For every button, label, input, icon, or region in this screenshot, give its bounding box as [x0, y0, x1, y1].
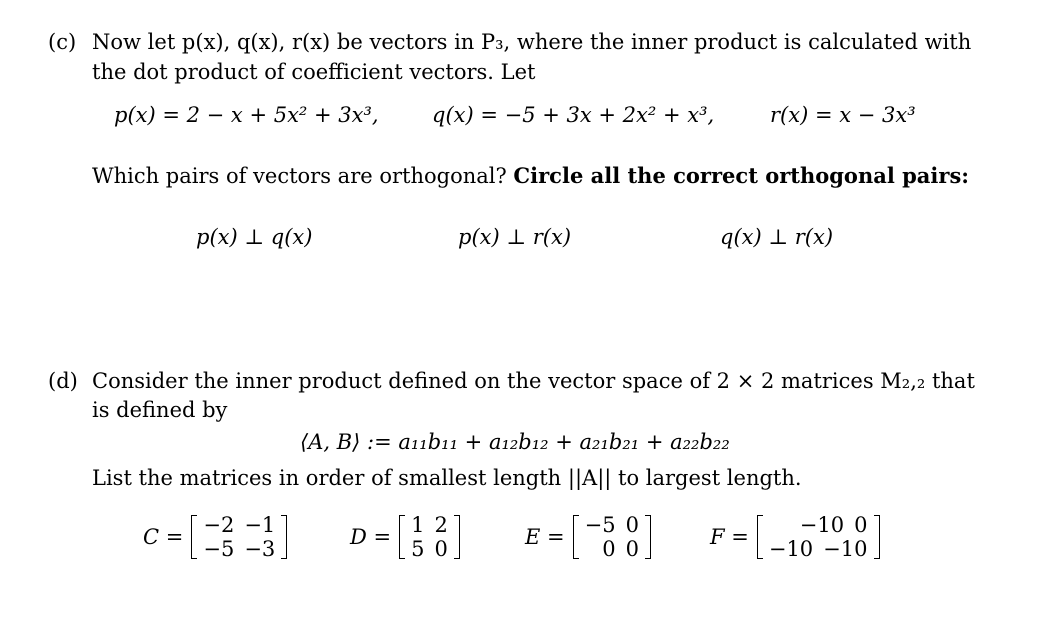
q-definition: q(x) = −5 + 3x + 2x² + x³, [432, 103, 715, 127]
matrix-d-body [399, 513, 460, 561]
r-definition: r(x) = x − 3x³ [770, 103, 916, 127]
choice-p-perp-r[interactable]: p(x) ⊥ r(x) [458, 225, 572, 249]
inner-product-formula: ⟨A, B⟩ := a₁₁b₁₁ + a₁₂b₁₂ + a₂₁b₂₁ + a₂₂b₂₂ [300, 430, 730, 454]
matrix-cell: −5 [203, 537, 235, 561]
matrix-f-label: F = [710, 525, 749, 549]
matrix-cell: −1 [244, 513, 276, 537]
part-c-label: (c) [48, 30, 77, 54]
ordering-task: List the matrices in order of smallest length ||A|| to largest length. [92, 466, 802, 490]
matrix-e-body [573, 513, 651, 561]
matrix-f-body [757, 513, 880, 561]
matrix-cell: −10 [768, 537, 814, 561]
matrix-f [710, 513, 880, 561]
part-d-intro-line2: is defined by [92, 398, 228, 422]
orthogonality-question-line [92, 163, 969, 188]
matrix-e-label: E = [525, 525, 565, 549]
matrix-cell: −5 [584, 513, 616, 537]
part-c-intro-line1: Now let p(x), q(x), r(x) be vectors in P₃, where the inner product is calculated with [92, 30, 972, 54]
matrix-e [525, 513, 651, 561]
matrix-d-label: D = [350, 525, 392, 549]
matrix-d [350, 513, 460, 561]
matrix-cell: −10 [799, 513, 845, 537]
p-definition: p(x) = 2 − x + 5x² + 3x³, [114, 103, 379, 127]
matrix-cell: 1 [411, 513, 425, 537]
matrix-cell: −3 [244, 537, 276, 561]
matrix-c-body [191, 513, 287, 561]
matrix-cell: 2 [434, 513, 448, 537]
matrix-cell: −2 [203, 513, 235, 537]
choice-q-perp-r[interactable]: q(x) ⊥ r(x) [720, 225, 834, 249]
matrix-cell: 5 [411, 537, 425, 561]
part-c-intro-line2: the dot product of coefficient vectors. Let [92, 60, 536, 84]
matrix-c-label: C = [143, 525, 184, 549]
matrix-cell: 0 [602, 537, 616, 561]
matrix-cell: 0 [625, 513, 639, 537]
part-d-label: (d) [48, 369, 78, 393]
part-d-intro-line1: Consider the inner product defined on the vector space of 2 × 2 matrices M₂,₂ that [92, 369, 975, 393]
matrix-cell: −10 [823, 537, 868, 561]
choice-p-perp-q[interactable]: p(x) ⊥ q(x) [196, 225, 313, 249]
matrix-c [143, 513, 287, 561]
matrix-cell: 0 [625, 537, 639, 561]
matrix-cell: 0 [434, 537, 448, 561]
circle-instruction: Circle all the correct orthogonal pairs: [513, 163, 970, 188]
matrix-cell: 0 [854, 513, 868, 537]
orthogonality-question: Which pairs of vectors are orthogonal? [92, 164, 507, 188]
